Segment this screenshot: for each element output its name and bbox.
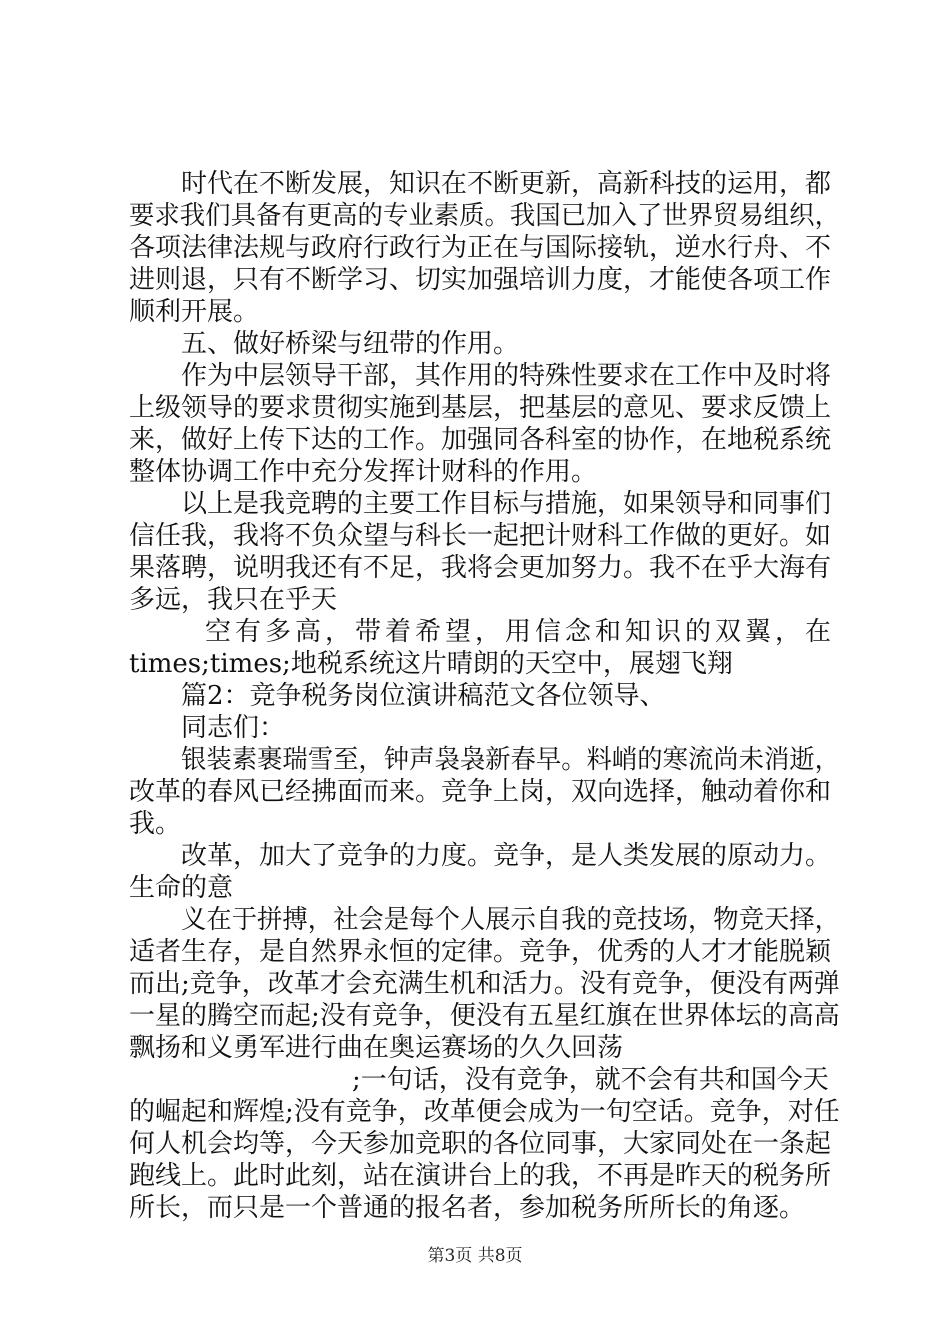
text-line: 上级领导的要求贯彻实施到基层，把基层的意见、要求反馈上 — [129, 393, 832, 423]
text-line: 义在于拼搏，社会是每个人展示自我的竞技场，物竞天择， — [181, 905, 841, 935]
text-line: 来，做好上传下达的工作。加强同各科室的协作，在地税系统 — [129, 425, 832, 455]
text-line: 的崛起和辉煌;没有竞争，改革便会成为一句空话。竞争，对任 — [129, 1097, 840, 1127]
text-line: times;times;地税系统这片晴朗的天空中，展翅飞翔 — [129, 649, 733, 679]
text-line: 作为中层领导干部，其作用的特殊性要求在工作中及时将 — [181, 361, 832, 391]
text-line: 跑线上。此时此刻，站在演讲台上的我，不再是昨天的税务所 — [129, 1161, 832, 1191]
text-line: 而出;竞争，改革才会充满生机和活力。没有竞争，便没有两弹 — [129, 969, 840, 999]
text-line: 一星的腾空而起;没有竞争，便没有五星红旗在世界体坛的高高 — [129, 1001, 840, 1031]
text-line: 改革的春风已经拂面而来。竞争上岗，双向选择，触动着你和 — [129, 777, 832, 807]
text-line: 生命的意 — [129, 873, 234, 903]
text-line: 以上是我竞聘的主要工作目标与措施，如果领导和同事们 — [181, 489, 832, 519]
text-line: 要求我们具备有更高的专业素质。我国已加入了世界贸易组织， — [129, 201, 840, 231]
text-line: 同志们： — [181, 713, 286, 743]
text-line: 信任我，我将不负众望与科长一起把计财科工作做的更好。如 — [129, 521, 832, 551]
text-line: 改革，加大了竞争的力度。竞争，是人类发展的原动力。 — [181, 841, 832, 871]
text-line: 我。 — [129, 809, 182, 839]
section-heading: 篇2：竞争税务岗位演讲稿范文各位领导、 — [181, 681, 666, 711]
text-line: 所长，而只是一个普通的报名者，参加税务所所长的角逐。 — [129, 1193, 806, 1223]
text-line: 时代在不断发展，知识在不断更新，高新科技的运用，都 — [181, 169, 832, 199]
text-line: 进则退，只有不断学习、切实加强培训力度，才能使各项工作 — [129, 265, 832, 295]
text-line: 银装素裹瑞雪至，钟声袅袅新春早。料峭的寒流尚未消逝， — [181, 745, 841, 775]
section-heading: 五、做好桥梁与纽带的作用。 — [181, 329, 520, 359]
text-line: 飘扬和义勇军进行曲在奥运赛场的久久回荡 — [129, 1033, 624, 1063]
text-line: 各项法律法规与政府行政行为正在与国际接轨，逆水行舟、不 — [129, 233, 832, 263]
text-line: 适者生存，是自然界永恒的定律。竞争，优秀的人才才能脱颖 — [129, 937, 832, 967]
text-line: 果落聘，说明我还有不足，我将会更加努力。我不在乎大海有 — [129, 553, 832, 583]
text-line: 顺利开展。 — [129, 297, 260, 327]
text-line: ;一句话，没有竞争，就不会有共和国今天 — [352, 1065, 829, 1095]
text-line: 整体协调工作中充分发挥计财科的作用。 — [129, 457, 598, 487]
page-number-footer: 第3页 共8页 — [427, 1246, 523, 1266]
text-line: 何人机会均等，今天参加竞职的各位同事，大家同处在一条起 — [129, 1129, 832, 1159]
text-line: 多远，我只在乎天 — [129, 585, 338, 615]
text-line: 空有多高，带着希望，用信念和知识的双翼，在 — [205, 617, 836, 647]
